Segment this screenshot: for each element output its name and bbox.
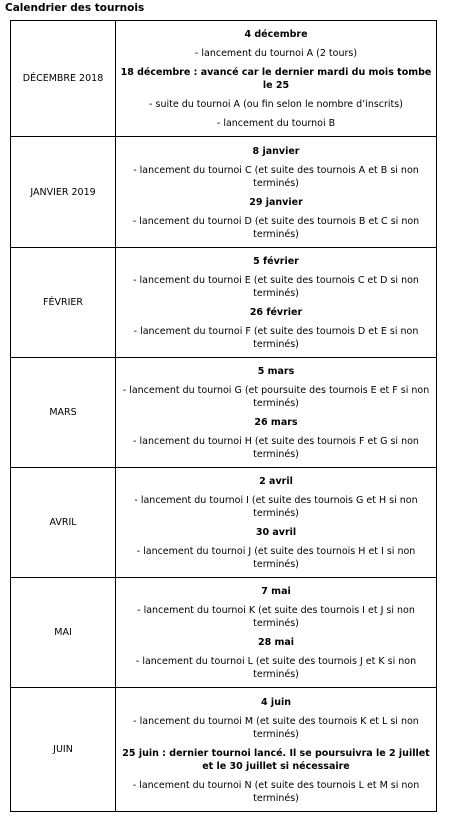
schedule-date: 5 mars [257, 366, 295, 377]
month-cell [11, 578, 116, 688]
schedule-item: - lancement du tournoi D (et suite des tournois B et C si non terminés) [132, 215, 420, 240]
month-label: AVRIL [49, 517, 77, 528]
table-row [11, 358, 437, 468]
table-row [11, 688, 437, 812]
schedule-cell [116, 358, 437, 468]
schedule-date: 30 avril [255, 527, 297, 538]
month-label: MARS [49, 407, 77, 418]
schedule-date: 2 avril [259, 476, 293, 487]
schedule-item: - lancement du tournoi L (et suite des tournois J et K si non terminés) [135, 656, 417, 680]
schedule-cell [116, 468, 437, 578]
month-cell [11, 248, 116, 358]
month-cell [11, 688, 116, 812]
schedule-item: - lancement du tournoi H (et suite des tournois F et G si non terminés) [133, 436, 419, 460]
schedule-cell [116, 578, 437, 688]
month-label: JANVIER 2019 [30, 186, 96, 198]
month-cell [11, 21, 116, 137]
schedule-item: - lancement du tournoi G (et poursuite des tournois E et F si non terminés) [122, 385, 430, 409]
schedule-cell [116, 248, 437, 358]
schedule-item: - lancement du tournoi J (et suite des tournois H et I si non terminés) [136, 546, 416, 570]
month-label: DÉCEMBRE 2018 [22, 73, 104, 84]
tournament-calendar-table [10, 20, 437, 812]
schedule-date: 7 mai [261, 586, 291, 597]
month-label: JUIN [53, 744, 73, 755]
schedule-date: 5 février [253, 256, 299, 267]
schedule-item: - lancement du tournoi B [216, 118, 336, 129]
table-row [11, 21, 437, 137]
schedule-item: - lancement du tournoi M (et suite des tournois K et L si non terminés) [133, 715, 419, 740]
month-cell [11, 358, 116, 468]
month-cell [11, 137, 116, 248]
schedule-item: - lancement du tournoi I (et suite des tournois G et H si non terminés) [134, 495, 418, 519]
schedule-cell [116, 21, 437, 137]
table-row [11, 468, 437, 578]
schedule-date: 25 juin : dernier tournoi lancé. Il se poursuivra le 2 juillet et le 30 juillet si nécessaire [122, 747, 430, 772]
schedule-item: - lancement du tournoi N (et suite des tournois L et M si non terminés) [132, 779, 420, 804]
schedule-date: 26 mars [254, 417, 298, 428]
schedule-date: 4 juin [261, 696, 291, 708]
schedule-date: 29 janvier [249, 196, 303, 208]
schedule-date: 4 décembre [244, 29, 308, 40]
schedule-item: - suite du tournoi A (ou fin selon le nombre d’inscrits) [149, 99, 403, 110]
schedule-date: 26 février [249, 307, 303, 318]
month-label: FÉVRIER [43, 297, 83, 308]
month-label: MAI [54, 627, 72, 638]
schedule-cell [116, 137, 437, 248]
table-row [11, 248, 437, 358]
schedule-date: 8 janvier [252, 145, 300, 157]
table-row [11, 137, 437, 248]
schedule-date: 18 décembre : avancé car le dernier mardi du mois tombe le 25 [120, 67, 432, 91]
schedule-cell [116, 688, 437, 812]
schedule-item: - lancement du tournoi C (et suite des tournois A et B si non terminés) [133, 164, 419, 189]
schedule-item: - lancement du tournoi E (et suite des tournois C et D si non terminés) [133, 275, 419, 299]
month-cell [11, 468, 116, 578]
schedule-item: - lancement du tournoi A (2 tours) [194, 48, 358, 59]
schedule-item: - lancement du tournoi K (et suite des tournois I et J si non terminés) [137, 605, 415, 629]
schedule-date: 28 mai [257, 637, 295, 648]
page-title: Calendrier des tournois [5, 2, 145, 14]
table-row [11, 578, 437, 688]
schedule-item: - lancement du tournoi F (et suite des tournois D et E si non terminés) [133, 326, 419, 350]
